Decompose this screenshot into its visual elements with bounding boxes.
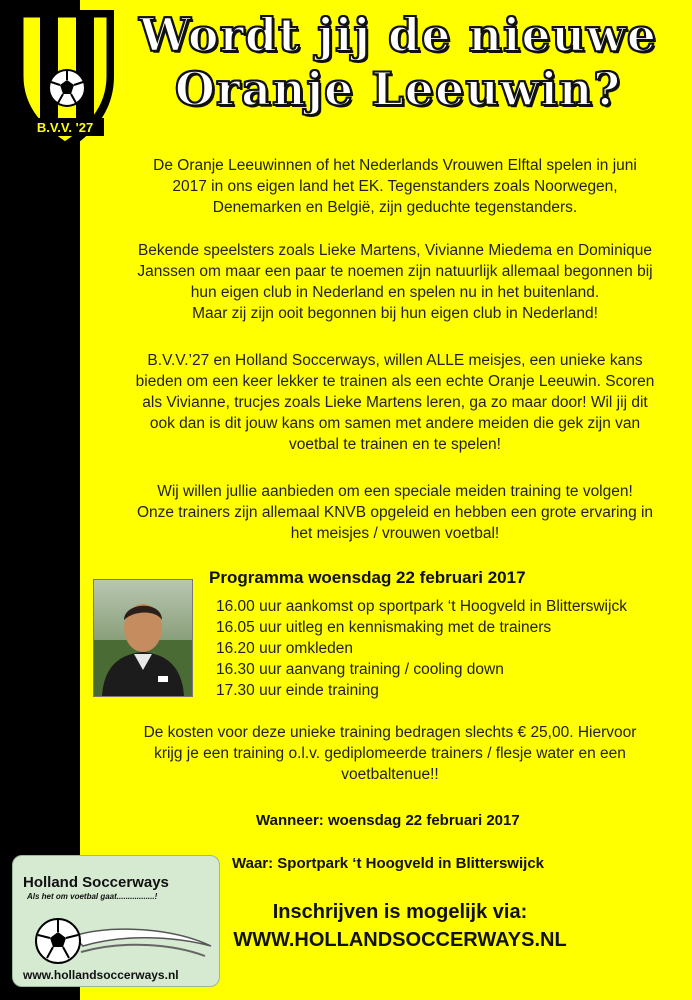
signup-url[interactable]: WWW.HOLLANDSOCCERWAYS.NL: [233, 929, 567, 951]
swoosh-graphic: [73, 926, 213, 966]
text-line: Wij willen jullie aanbieden om een speciale meiden training te volgen!: [157, 483, 633, 500]
headline: [118, 8, 678, 116]
costs-paragraph: [110, 722, 670, 785]
text-line: voetbaltenue!!: [341, 766, 439, 783]
text-line: B.V.V.’27 en Holland Soccerways, willen ALLE meisjes, een unieke kans: [147, 352, 643, 369]
text-line: Denemarken en België, zijn geduchte tegenstanders.: [212, 199, 578, 216]
program-item: 16.05 uur uitleg en kennismaking met de trainers: [216, 619, 552, 636]
text-line: hun eigen club in Nederland en spelen nu in het buitenland.: [190, 284, 600, 301]
logo-name: Holland Soccerways: [23, 874, 169, 891]
crest-label: B.V.V. '27: [36, 120, 94, 135]
program-item: 16.30 uur aanvang training / cooling down: [216, 661, 504, 678]
headline-line-1: Wordt jij de nieuwe: [139, 8, 657, 62]
text-line: 2017 in ons eigen land het EK. Tegenstanders zoals Noorwegen,: [172, 178, 618, 195]
text-line: Maar zij zijn ooit begonnen bij hun eigen club in Nederland!: [192, 305, 598, 322]
program-heading: Programma woensdag 22 februari 2017: [209, 568, 526, 587]
trainer-photo: [93, 579, 193, 697]
holland-soccerways-logo: [12, 855, 220, 987]
program-list: [216, 596, 627, 701]
program-item: 17.30 uur einde training: [216, 682, 379, 699]
program-item: 16.20 uur omkleden: [216, 640, 354, 657]
text-line: bieden om een keer lekker te trainen als een echte Oranje Leeuwin. Scoren: [135, 373, 655, 390]
when-line: Wanneer: woensdag 22 februari 2017: [256, 812, 520, 829]
intro-paragraph: [100, 155, 690, 218]
text-line: Onze trainers zijn allemaal KNVB opgeleid en hebben een grote ervaring in: [136, 504, 654, 521]
text-line: De kosten voor deze unieke training bedragen slechts € 25,00. Hiervoor: [143, 724, 637, 741]
headline-line-2: Oranje Leeuwin?: [174, 62, 622, 116]
text-line: krijg je een training o.l.v. gediplomeerde trainers / flesje water en een: [154, 745, 626, 762]
text-line: De Oranje Leeuwinnen of het Nederlands Vrouwen Elftal spelen in juni: [153, 157, 637, 174]
text-line: het meisjes / vrouwen voetbal!: [290, 525, 500, 542]
text-line: ook dan is dit jouw kans om samen met andere meiden die gek zijn van: [149, 415, 641, 432]
soccer-ball-icon: [49, 70, 85, 106]
text-line: Bekende speelsters zoals Lieke Martens, Vivianne Miedema en Dominique: [137, 242, 653, 259]
opportunity-paragraph: [100, 350, 690, 455]
where-line: Waar: Sportpark ‘t Hoogveld in Blitterswijck: [232, 855, 544, 872]
logo-slogan: Als het om voetbal gaat.................!: [27, 892, 158, 901]
training-paragraph: [100, 481, 690, 544]
club-crest: [10, 6, 120, 156]
text-line: Janssen om maar een paar te noemen zijn natuurlijk allemaal begonnen bij: [137, 263, 653, 280]
logo-url: www.hollandsoccerways.nl: [23, 968, 179, 982]
program-item: 16.00 uur aankomst op sportpark ‘t Hoogveld in Blitterswijck: [216, 598, 627, 615]
text-line: voetbal te trainen en te spelen!: [289, 436, 501, 453]
players-paragraph: [100, 240, 690, 324]
signup-block: [210, 898, 590, 954]
soccer-ball-icon: [33, 916, 83, 966]
signup-text: Inschrijven is mogelijk via:: [272, 901, 528, 923]
text-line: als Vivianne, trucjes zoals Lieke Martens leren, ga zo maar door! Wil jij dit: [142, 394, 648, 411]
